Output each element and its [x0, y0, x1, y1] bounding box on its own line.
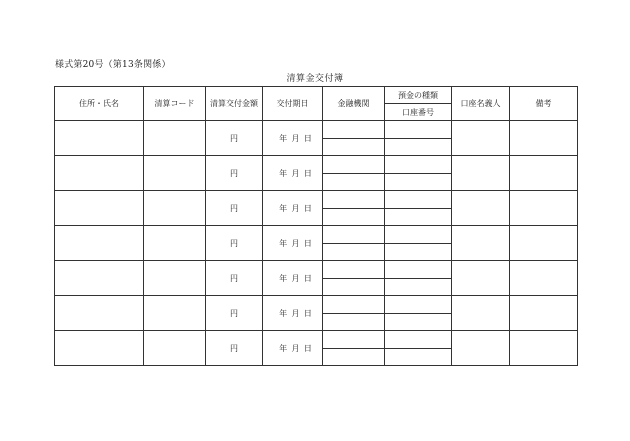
notes-cell[interactable]: [510, 121, 578, 156]
account-cell[interactable]: [385, 331, 452, 366]
header-bank: 金融機関: [323, 87, 385, 121]
year-label: 年: [279, 273, 288, 283]
day-label: 日: [303, 343, 312, 353]
header-deposit-type: 預金の種類: [385, 87, 452, 104]
date-cell[interactable]: [263, 191, 323, 226]
notes-cell[interactable]: [510, 226, 578, 261]
name-cell[interactable]: [55, 121, 144, 156]
account-cell[interactable]: [385, 121, 452, 156]
bank-cell[interactable]: [323, 296, 385, 331]
account-holder-cell[interactable]: [452, 331, 510, 366]
date-cell[interactable]: [263, 331, 323, 366]
account-divider: [385, 138, 451, 139]
notes-cell[interactable]: [510, 261, 578, 296]
month-label: 月: [291, 343, 300, 353]
month-label: 月: [291, 273, 300, 283]
bank-divider: [323, 348, 384, 349]
year-label: 年: [279, 133, 288, 143]
code-cell[interactable]: [144, 331, 206, 366]
form-number-label: 様式第20号（第13条関係）: [55, 60, 171, 70]
account-divider: [385, 278, 451, 279]
code-cell[interactable]: [144, 261, 206, 296]
bank-divider: [323, 173, 384, 174]
amount-cell[interactable]: [206, 331, 263, 366]
code-cell[interactable]: [144, 296, 206, 331]
name-cell[interactable]: [55, 331, 144, 366]
table-header: [55, 87, 578, 121]
document-title: 清算金交付簿: [286, 74, 344, 84]
year-label: 年: [279, 203, 288, 213]
yen-label: 円: [230, 238, 238, 248]
year-label: 年: [279, 238, 288, 248]
month-label: 月: [291, 168, 300, 178]
table-row: [55, 261, 578, 296]
account-holder-cell[interactable]: [452, 121, 510, 156]
yen-label: 円: [230, 133, 238, 143]
header-notes: 備考: [510, 87, 578, 121]
name-cell[interactable]: [55, 156, 144, 191]
name-cell[interactable]: [55, 261, 144, 296]
bank-cell[interactable]: [323, 331, 385, 366]
header-account-number: 口座番号: [385, 104, 452, 121]
amount-cell[interactable]: [206, 191, 263, 226]
bank-cell[interactable]: [323, 191, 385, 226]
account-divider: [385, 243, 451, 244]
account-divider: [385, 313, 451, 314]
table-row: [55, 121, 578, 156]
notes-cell[interactable]: [510, 156, 578, 191]
settlement-ledger-table: [54, 86, 578, 366]
account-holder-cell[interactable]: [452, 296, 510, 331]
day-label: 日: [303, 203, 312, 213]
account-holder-cell[interactable]: [452, 191, 510, 226]
month-label: 月: [291, 308, 300, 318]
day-label: 日: [303, 273, 312, 283]
date-cell[interactable]: [263, 121, 323, 156]
bank-divider: [323, 243, 384, 244]
notes-cell[interactable]: [510, 331, 578, 366]
year-label: 年: [279, 168, 288, 178]
bank-cell[interactable]: [323, 156, 385, 191]
header-account-holder: 口座名義人: [452, 87, 510, 121]
amount-cell[interactable]: [206, 156, 263, 191]
table-row: [55, 156, 578, 191]
month-label: 月: [291, 133, 300, 143]
bank-divider: [323, 208, 384, 209]
table-row: [55, 191, 578, 226]
table-row: [55, 296, 578, 331]
day-label: 日: [303, 308, 312, 318]
day-label: 日: [303, 133, 312, 143]
yen-label: 円: [230, 308, 238, 318]
day-label: 日: [303, 168, 312, 178]
amount-cell[interactable]: [206, 121, 263, 156]
name-cell[interactable]: [55, 191, 144, 226]
day-label: 日: [303, 238, 312, 248]
account-divider: [385, 173, 451, 174]
header-amount: 清算交付金額: [206, 87, 263, 121]
header-name: 住所・氏名: [55, 87, 144, 121]
table-row: [55, 226, 578, 261]
code-cell[interactable]: [144, 191, 206, 226]
header-date: 交付期日: [263, 87, 323, 121]
year-label: 年: [279, 308, 288, 318]
table-body: [55, 121, 578, 366]
account-cell[interactable]: [385, 156, 452, 191]
account-holder-cell[interactable]: [452, 156, 510, 191]
yen-label: 円: [230, 168, 238, 178]
yen-label: 円: [230, 343, 238, 353]
month-label: 月: [291, 238, 300, 248]
amount-cell[interactable]: [206, 261, 263, 296]
account-holder-cell[interactable]: [452, 261, 510, 296]
account-cell[interactable]: [385, 261, 452, 296]
notes-cell[interactable]: [510, 296, 578, 331]
account-divider: [385, 348, 451, 349]
bank-divider: [323, 278, 384, 279]
date-cell[interactable]: [263, 156, 323, 191]
account-divider: [385, 208, 451, 209]
header-code: 清算コード: [144, 87, 206, 121]
year-label: 年: [279, 343, 288, 353]
bank-cell[interactable]: [323, 261, 385, 296]
code-cell[interactable]: [144, 156, 206, 191]
code-cell[interactable]: [144, 226, 206, 261]
amount-cell[interactable]: [206, 296, 263, 331]
bank-cell[interactable]: [323, 226, 385, 261]
table-row: [55, 331, 578, 366]
notes-cell[interactable]: [510, 191, 578, 226]
yen-label: 円: [230, 203, 238, 213]
account-cell[interactable]: [385, 226, 452, 261]
yen-label: 円: [230, 273, 238, 283]
date-cell[interactable]: [263, 296, 323, 331]
month-label: 月: [291, 203, 300, 213]
name-cell[interactable]: [55, 226, 144, 261]
account-cell[interactable]: [385, 296, 452, 331]
bank-divider: [323, 138, 384, 139]
account-cell[interactable]: [385, 191, 452, 226]
date-cell[interactable]: [263, 261, 323, 296]
date-cell[interactable]: [263, 226, 323, 261]
code-cell[interactable]: [144, 121, 206, 156]
name-cell[interactable]: [55, 296, 144, 331]
bank-cell[interactable]: [323, 121, 385, 156]
bank-divider: [323, 313, 384, 314]
amount-cell[interactable]: [206, 226, 263, 261]
account-holder-cell[interactable]: [452, 226, 510, 261]
